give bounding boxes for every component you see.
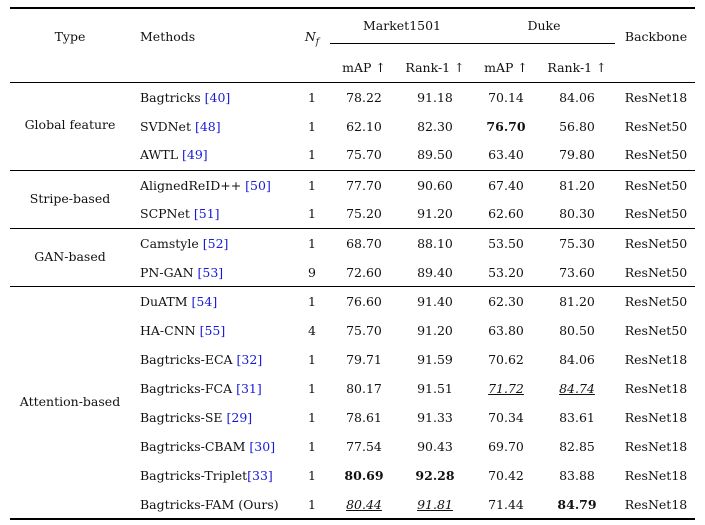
nf-value: 1	[308, 236, 316, 251]
market-rank1: 91.33	[417, 410, 453, 425]
market-map: 78.61	[346, 410, 382, 425]
method-name: Bagtricks-CBAM [30]	[140, 439, 276, 454]
citation-link[interactable]: [33]	[247, 468, 273, 483]
method-name: Bagtricks-SE [29]	[140, 410, 253, 425]
method-name: Bagtricks [40]	[140, 90, 231, 105]
duke-rank1-best: 84.79	[557, 497, 597, 512]
market-rank1: 91.20	[417, 323, 453, 338]
duke-map: 62.30	[488, 294, 524, 309]
market-map: 80.17	[346, 381, 382, 396]
citation-link[interactable]: [31]	[236, 381, 262, 396]
duke-map-second: 71.72	[488, 381, 524, 396]
market-rank1: 82.30	[417, 119, 453, 134]
market-rank1: 89.40	[417, 265, 453, 280]
backbone: ResNet18	[624, 497, 688, 512]
backbone: ResNet50	[624, 206, 688, 221]
duke-rank1: 83.61	[559, 410, 595, 425]
duke-map: 63.40	[488, 147, 524, 162]
bottom-rule	[10, 518, 695, 520]
citation-link[interactable]: [52]	[202, 236, 229, 251]
nf-value: 1	[308, 294, 316, 309]
backbone: ResNet50	[624, 236, 688, 251]
header-duke: Duke	[527, 18, 561, 33]
citation-link[interactable]: [50]	[245, 178, 271, 193]
backbone: ResNet18	[624, 381, 688, 396]
method-name: AlignedReID++ [50]	[140, 178, 271, 193]
header-methods: Methods	[140, 29, 196, 44]
market-map: 68.70	[346, 236, 382, 251]
nf-value: 4	[308, 323, 316, 338]
market-map: 77.54	[346, 439, 382, 454]
citation-link[interactable]: [40]	[204, 90, 231, 105]
market-rank1: 90.43	[417, 439, 453, 454]
duke-rank1: 82.85	[559, 439, 595, 454]
duke-map: 69.70	[488, 439, 524, 454]
nf-value: 1	[308, 90, 316, 105]
citation-link[interactable]: [48]	[194, 119, 221, 134]
market-map-second: 80.44	[346, 497, 382, 512]
backbone: ResNet50	[624, 294, 688, 309]
market-map: 76.60	[346, 294, 382, 309]
market-rank1: 91.59	[417, 352, 453, 367]
backbone: ResNet18	[624, 410, 688, 425]
method-name: AWTL [49]	[140, 147, 208, 162]
market-map: 77.70	[346, 178, 382, 193]
backbone: ResNet18	[624, 439, 688, 454]
market-map-best: 80.69	[344, 468, 384, 483]
duke-map: 70.14	[488, 90, 524, 105]
duke-map: 53.20	[488, 265, 524, 280]
header-duke-rank1: Rank-1 ↑	[547, 60, 607, 75]
market-rank1: 88.10	[417, 236, 453, 251]
market-rank1: 91.18	[417, 90, 453, 105]
nf-value: 1	[308, 381, 316, 396]
duke-map-best: 76.70	[486, 119, 526, 134]
method-name-ours: Bagtricks-FAM (Ours)	[140, 497, 279, 512]
method-name: Bagtricks-ECA [32]	[140, 352, 263, 367]
group-type-gan: GAN-based	[34, 249, 106, 264]
dataset-cline	[330, 43, 615, 44]
market-rank1: 91.40	[417, 294, 453, 309]
header-duke-map: mAP ↑	[484, 60, 528, 75]
citation-link[interactable]: [32]	[236, 352, 263, 367]
header-type: Type	[54, 29, 86, 44]
market-map: 72.60	[346, 265, 382, 280]
duke-rank1-second: 84.74	[559, 381, 595, 396]
duke-rank1: 75.30	[559, 236, 595, 251]
top-rule	[10, 7, 695, 9]
method-name: HA-CNN [55]	[140, 323, 226, 338]
nf-value: 1	[308, 468, 316, 483]
duke-rank1: 56.80	[559, 119, 595, 134]
header-market-map: mAP ↑	[342, 60, 386, 75]
duke-map: 70.34	[488, 410, 524, 425]
backbone: ResNet18	[624, 352, 688, 367]
duke-rank1: 73.60	[559, 265, 595, 280]
group-type-attention: Attention-based	[19, 394, 121, 409]
duke-map: 70.62	[488, 352, 524, 367]
header-nf: $N_f$	[304, 29, 320, 48]
market-rank1-best: 92.28	[415, 468, 455, 483]
group-rule-2	[10, 228, 695, 229]
nf-value: 1	[308, 147, 316, 162]
citation-link[interactable]: [49]	[181, 147, 208, 162]
citation-link[interactable]: [51]	[193, 206, 220, 221]
backbone: ResNet50	[624, 265, 688, 280]
nf-value: 1	[308, 410, 316, 425]
backbone: ResNet50	[624, 147, 688, 162]
header-market1501: Market1501	[362, 18, 442, 33]
duke-rank1: 83.88	[559, 468, 595, 483]
citation-link[interactable]: [29]	[226, 410, 253, 425]
method-name: SVDNet [48]	[140, 119, 221, 134]
market-map: 75.70	[346, 323, 382, 338]
nf-value: 1	[308, 119, 316, 134]
duke-map: 63.80	[488, 323, 524, 338]
market-map: 75.70	[346, 147, 382, 162]
duke-map: 62.60	[488, 206, 524, 221]
market-rank1: 91.20	[417, 206, 453, 221]
backbone: ResNet50	[624, 323, 688, 338]
backbone: ResNet18	[624, 90, 688, 105]
citation-link[interactable]: [54]	[191, 294, 218, 309]
header-backbone: Backbone	[624, 29, 688, 44]
citation-link[interactable]: [53]	[197, 265, 224, 280]
backbone: ResNet18	[624, 468, 688, 483]
nf-value: 1	[308, 497, 316, 512]
market-rank1: 89.50	[417, 147, 453, 162]
citation-link[interactable]: [55]	[199, 323, 226, 338]
method-name: SCPNet [51]	[140, 206, 220, 221]
duke-rank1: 81.20	[559, 294, 595, 309]
duke-map: 70.42	[488, 468, 524, 483]
duke-rank1: 81.20	[559, 178, 595, 193]
method-name: Bagtricks-Triplet[33]	[140, 468, 273, 483]
backbone: ResNet50	[624, 178, 688, 193]
group-rule-1	[10, 170, 695, 171]
duke-map: 71.44	[488, 497, 524, 512]
header-market-rank1: Rank-1 ↑	[405, 60, 465, 75]
market-map: 75.20	[346, 206, 382, 221]
nf-value: 1	[308, 178, 316, 193]
duke-rank1: 84.06	[559, 352, 595, 367]
nf-value: 1	[308, 206, 316, 221]
nf-value: 9	[308, 265, 316, 280]
citation-link[interactable]: [30]	[249, 439, 276, 454]
duke-rank1: 84.06	[559, 90, 595, 105]
method-name: PN-GAN [53]	[140, 265, 224, 280]
nf-value: 1	[308, 439, 316, 454]
duke-map: 67.40	[488, 178, 524, 193]
market-map: 78.22	[346, 90, 382, 105]
market-map: 62.10	[346, 119, 382, 134]
backbone: ResNet50	[624, 119, 688, 134]
market-map: 79.71	[346, 352, 382, 367]
market-rank1-second: 91.81	[417, 497, 453, 512]
duke-rank1: 79.80	[559, 147, 595, 162]
method-name: Camstyle [52]	[140, 236, 229, 251]
duke-map: 53.50	[488, 236, 524, 251]
market-rank1: 91.51	[417, 381, 453, 396]
nf-value: 1	[308, 352, 316, 367]
duke-rank1: 80.50	[559, 323, 595, 338]
method-name: DuATM [54]	[140, 294, 218, 309]
duke-rank1: 80.30	[559, 206, 595, 221]
group-rule-3	[10, 286, 695, 287]
market-rank1: 90.60	[417, 178, 453, 193]
group-type-global: Global feature	[24, 117, 116, 132]
header-rule	[10, 82, 695, 83]
method-name: Bagtricks-FCA [31]	[140, 381, 262, 396]
group-type-stripe: Stripe-based	[29, 191, 111, 206]
